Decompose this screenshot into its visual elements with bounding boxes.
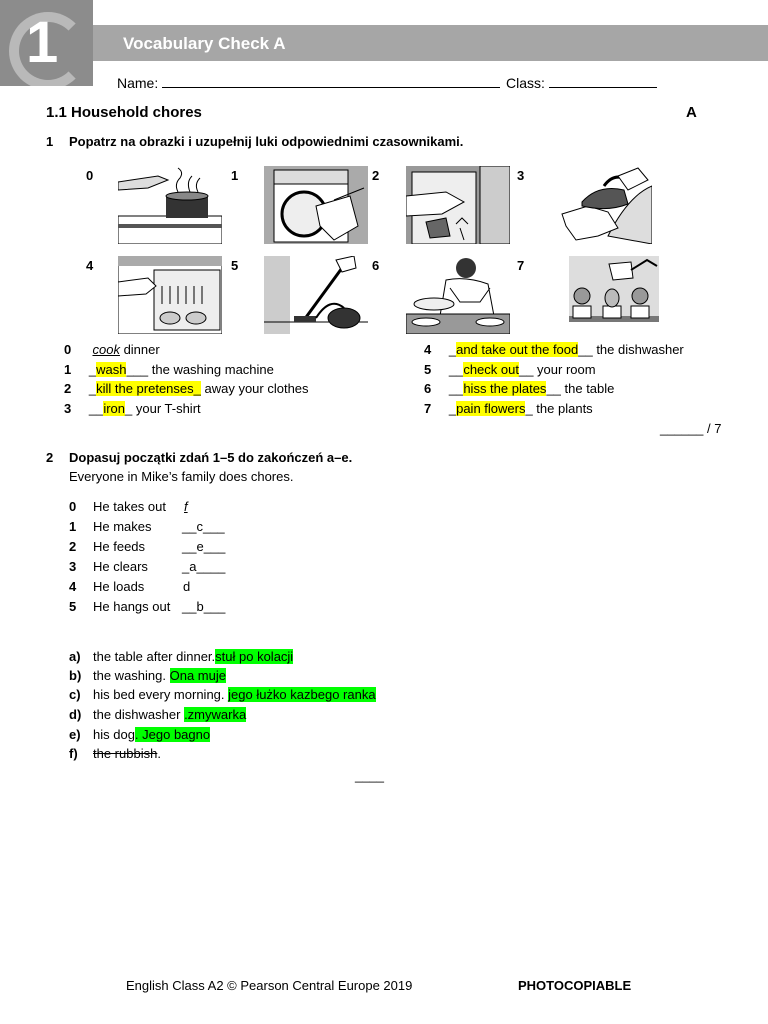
dishwasher-illustration <box>118 256 222 334</box>
match-answer[interactable]: d <box>183 579 191 594</box>
ending-letter: d) <box>69 707 82 722</box>
ending-item <box>93 687 376 702</box>
gap-item <box>64 362 274 377</box>
laying-table-illustration <box>406 256 510 334</box>
ending-text: the washing. <box>93 668 170 683</box>
gap-item <box>424 342 684 357</box>
exercise2-number: 2 <box>46 450 54 465</box>
item-number: 3 <box>64 401 72 416</box>
start-number: 2 <box>69 539 77 554</box>
section-heading: 1.1 Household chores <box>46 104 202 121</box>
gap-underscore: __ <box>448 362 464 377</box>
washing-machine-illustration <box>264 166 368 244</box>
item-number: 0 <box>64 342 72 357</box>
picture-number: 3 <box>517 168 525 183</box>
class-line[interactable] <box>549 74 657 88</box>
picture-number: 1 <box>231 168 239 183</box>
item-number: 4 <box>424 342 432 357</box>
match-answer[interactable]: __c___ <box>182 519 225 534</box>
start-number: 5 <box>69 599 77 614</box>
item-number: 7 <box>424 401 432 416</box>
picture-number: 0 <box>86 168 94 183</box>
title-bar <box>93 25 768 61</box>
ending-text: the table after dinner. <box>93 649 216 664</box>
gap-underscore: __ <box>88 401 104 416</box>
exercise1-number: 1 <box>46 134 54 149</box>
match-answer[interactable]: __b___ <box>182 599 226 614</box>
ending-text: the rubbish <box>93 746 158 761</box>
start-number: 4 <box>69 579 77 594</box>
ending-note: .zmywarka <box>184 707 247 722</box>
ending-letter: b) <box>69 668 82 683</box>
answer-text: check out <box>463 362 519 377</box>
item-number: 1 <box>64 362 72 377</box>
unit-badge <box>0 0 93 86</box>
start-text: He hangs out <box>93 599 171 614</box>
picture-number: 5 <box>231 258 239 273</box>
start-text: He clears <box>93 559 148 574</box>
exercise2-score: ____ <box>355 768 384 783</box>
exercise1-instruction: Popatrz na obrazki i uzupełnij luki odpowiednimi czasownikami. <box>69 134 464 149</box>
answer-text: and take out the food <box>456 342 579 357</box>
start-number: 3 <box>69 559 77 574</box>
ending-letter: a) <box>69 649 81 664</box>
name-field[interactable] <box>117 74 500 91</box>
exercise2-intro: Everyone in Mike’s family does chores. <box>69 469 294 484</box>
answer-text: pain flowers <box>456 401 526 416</box>
item-number: 2 <box>64 381 72 396</box>
gap-item <box>64 381 309 396</box>
gap-item <box>64 401 201 416</box>
ending-item <box>93 727 210 742</box>
ending-item <box>93 707 246 722</box>
item-text: __ the dishwasher <box>578 342 684 357</box>
ending-text: his dog <box>93 727 135 742</box>
page-title: Vocabulary Check A <box>123 34 286 53</box>
item-text: _ the plants <box>525 401 593 416</box>
ending-note: stuł po kolacji <box>215 649 294 664</box>
vacuum-cleaner-illustration <box>264 256 368 334</box>
picture-number: 7 <box>517 258 525 273</box>
item-text: ___ the washing machine <box>126 362 274 377</box>
start-number: 0 <box>69 499 77 514</box>
ending-letter: c) <box>69 687 81 702</box>
exercise1-score: ______ / 7 <box>660 421 722 436</box>
answer-text: hiss the plates <box>463 381 547 396</box>
picture-number: 4 <box>86 258 94 273</box>
answer-text: wash <box>96 362 127 377</box>
gap-underscore: __ <box>448 381 464 396</box>
exercise2-instruction: Dopasuj początki zdań 1–5 do zakończeń a–e. <box>69 450 353 465</box>
name-line[interactable] <box>162 74 500 88</box>
gap-item <box>424 362 596 377</box>
unit-number: 1 <box>26 10 59 75</box>
answer-text: iron <box>103 401 126 416</box>
ending-item <box>93 746 161 761</box>
start-text: He takes out <box>93 499 166 514</box>
ending-note: jego łużko kazbego ranka <box>228 687 376 702</box>
ironing-illustration <box>548 166 652 244</box>
picture-number: 6 <box>372 258 380 273</box>
answer-text: cook <box>92 342 120 357</box>
item-text: dinner <box>119 342 160 357</box>
item-text: __ the table <box>546 381 615 396</box>
gap-underscore: _ <box>88 362 97 377</box>
answer-text: kill the pretenses_ <box>96 381 201 396</box>
start-text: He feeds <box>93 539 146 554</box>
item-number: 6 <box>424 381 432 396</box>
gap-underscore: _ <box>88 381 97 396</box>
ending-text: the dishwasher <box>93 707 185 722</box>
start-number: 1 <box>69 519 77 534</box>
match-answer[interactable]: __e___ <box>182 539 226 554</box>
cooking-pot-illustration <box>118 166 222 244</box>
ending-letter: e) <box>69 727 81 742</box>
gap-item <box>64 342 160 357</box>
item-text: away your clothes <box>200 381 309 396</box>
name-label: Name: <box>117 75 159 91</box>
match-answer[interactable]: _a____ <box>182 559 226 574</box>
gap-item <box>424 401 593 416</box>
start-text: He loads <box>93 579 145 594</box>
ending-note: . <box>157 746 161 761</box>
ending-note: . Jego bagno <box>134 727 211 742</box>
watering-plants-illustration <box>562 256 666 334</box>
item-number: 5 <box>424 362 432 377</box>
gap-item <box>424 381 614 396</box>
ending-letter: f) <box>69 746 78 761</box>
footer-copyright: English Class A2 © Pearson Central Europe 2019 <box>126 978 413 993</box>
item-text: _ your T-shirt <box>125 401 201 416</box>
class-label: Class: <box>506 75 545 91</box>
gap-underscore: _ <box>448 342 457 357</box>
ending-item <box>93 668 226 683</box>
item-text: __ your room <box>518 362 596 377</box>
start-text: He makes <box>93 519 152 534</box>
match-answer: f <box>184 499 188 514</box>
ending-note: Ona muje <box>169 668 226 683</box>
gap-underscore: _ <box>448 401 457 416</box>
ending-item <box>93 649 293 664</box>
class-field[interactable] <box>506 74 657 91</box>
footer-photocopiable: PHOTOCOPIABLE <box>518 978 632 993</box>
version-letter: A <box>686 104 697 121</box>
picture-number: 2 <box>372 168 380 183</box>
wardrobe-illustration <box>406 166 510 244</box>
ending-text: his bed every morning. <box>93 687 229 702</box>
